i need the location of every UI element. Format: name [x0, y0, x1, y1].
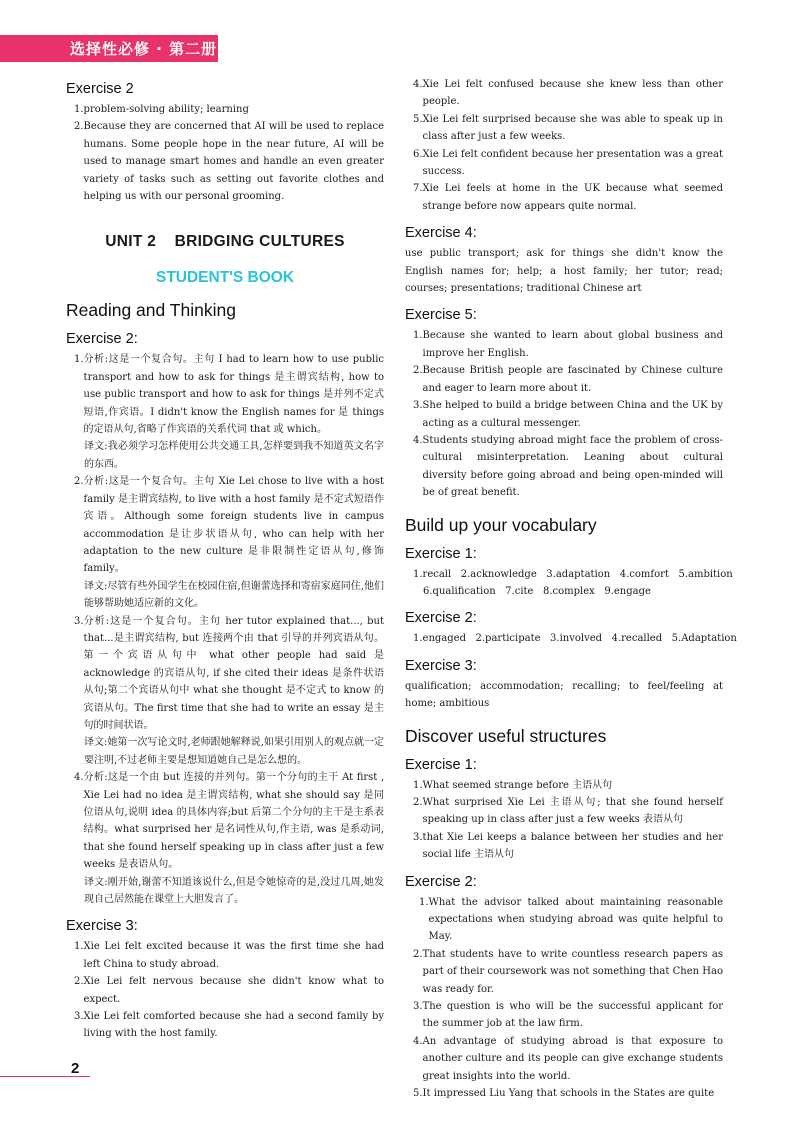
- reading-thinking-heading: Reading and Thinking: [66, 300, 236, 321]
- left-column: [66, 80, 384, 1043]
- vocab-exercise-3-answer: qualification; accommodation; recalling; to feel/feeling at home; ambitious: [405, 680, 723, 710]
- list-item: 2. Xie Lei felt nervous because she didn't know what to expect.: [74, 976, 384, 1005]
- rt-exercise-3-heading: Exercise 3:: [66, 918, 138, 935]
- list-item: 2. Because British people are fascinated by Chinese culture and eager to learn more about it.: [413, 365, 723, 394]
- translation: 译文:尽管有些外国学生在校园住宿,但谢蕾选择和寄宿家庭同住,他们能够帮助她适应新的文化。: [84, 580, 384, 610]
- list-item: 3. She helped to build a bridge between China and the UK by acting as a cultural messenger.: [413, 400, 723, 429]
- list-item: 1. What seemed strange before 主语从句: [413, 779, 613, 791]
- list-item: 2. 分析:这是一个复合句。主句 Xie Lei chose to live with a host family 是主谓宾结构, to live with a host family 是不定式短语作宾语。Although some foreign students live in campus accommodation 是让步状语从句, who can help with her adaptation to the new culture 是非限制性定语从句,修饰 family。: [74, 476, 384, 575]
- structures-heading: Discover useful structures: [405, 725, 607, 746]
- list-item: 4. An advantage of studying abroad is that exposure to another culture and its people can give exchange students great insights into the world.: [413, 1035, 723, 1082]
- list-item: 1. Xie Lei felt excited because it was the first time she had left China to study abroad.: [74, 941, 384, 970]
- list-item: 2. What surprised Xie Lei 主语从句; that she found herself speaking up in class after just a few weeks 表语从句: [413, 796, 723, 826]
- vocabulary-heading: Build up your vocabulary: [405, 514, 597, 535]
- students-book-title: STUDENT'S BOOK: [155, 269, 295, 287]
- list-item: 1. 分析:这是一个复合句。主句 I had to learn how to use public transport and how to ask for things 是主谓宾结构, how to use public transport and how to ask for things 是并列不定式短语,作宾语。I didn't know the English names for 是 things 的定语从句,省略了作宾语的关系代词 that 或 which。: [74, 354, 384, 436]
- list-item: 4. 分析:这是一个由 but 连接的并列句。第一个分句的主干 At first , Xie Lei had no idea 是主谓宾结构, what she should say 是同位语从句,说明 idea 的具体内容;but 后第二个分句的主干是主系表结构。what surprised her 是名词性从句,作主语, was 是系动词, that she found herself speaking up in class after just a few weeks 是表语从句。: [74, 772, 384, 871]
- exercise-5-heading: Exercise 5:: [405, 307, 477, 324]
- unit-title: UNIT 2 BRIDGING CULTURES: [105, 233, 345, 251]
- list-item: 6. Xie Lei felt confident because her presentation was a great success.: [413, 148, 723, 178]
- list-item: 1. problem-solving ability; learning: [74, 104, 249, 115]
- list-item: 1. Because she wanted to learn about global business and improve her English.: [413, 330, 723, 359]
- vocab-exercise-1-line-1: 1.recall 2.acknowledge 3.adaptation 4.comfort 5.ambition: [413, 568, 733, 580]
- list-item: 2. That students have to write countless research papers as part of their coursework was not something that Chen Hao was ready for.: [413, 948, 723, 995]
- vocab-exercise-1-heading: Exercise 1:: [405, 545, 477, 562]
- vocab-exercise-2-line: 1.engaged 2.participate 3.involved 4.recalled 5.Adaptation: [413, 633, 737, 645]
- translation: 译文:我必须学习怎样使用公共交通工具,怎样要到我不知道英文名字的东西。: [84, 441, 384, 470]
- list-item: 3. that Xie Lei keeps a balance between her studies and her social life 主语从句: [413, 831, 723, 861]
- right-column: [405, 76, 737, 1102]
- list-item: 1. What the advisor talked about maintaining reasonable expectations when studying abroad was quite helpful to May.: [419, 896, 723, 943]
- translation: 译文:她第一次写论文时,老师跟她解释说,如果引用别人的观点就一定要注明,不过老师主要是想知道她自己是怎么想的。: [84, 737, 384, 766]
- list-item: 3. Xie Lei felt comforted because she had a second family by living with the host family.: [74, 1011, 384, 1040]
- vocab-exercise-1-line-2: 6.qualification 7.cite 8.complex 9.engage: [423, 585, 651, 597]
- structures-exercise-2-heading: Exercise 2:: [405, 873, 477, 890]
- vocab-exercise-3-heading: Exercise 3:: [405, 657, 477, 674]
- list-item: 4. Students studying abroad might face the problem of cross-cultural misinterpretation. Leaning about cultural diversity before going abroad and being open-minded will be of great benefit.: [413, 434, 723, 499]
- list-item: 2. Because they are concerned that AI will be used to replace humans. Some people hope in the near future, AI will be used to manage smart homes and handle an even greater variety of tasks such as setting out favorite clothes and helping us with our personal grooming.: [74, 121, 384, 203]
- list-item: 4. Xie Lei felt confused because she knew less than other people.: [413, 79, 723, 108]
- book-section-title: 选择性必修 · 第二册: [70, 40, 218, 58]
- exercise-4-answer: use public transport; ask for things she didn't know the English names for; help; a host family; her tutor; read; courses; presentations; traditional Chinese art: [405, 248, 723, 295]
- list-item: 5. Xie Lei felt surprised because she was able to speak up in class after just a few weeks.: [413, 113, 723, 143]
- exercise-4-heading: Exercise 4:: [405, 225, 477, 242]
- exercise-2-heading: Exercise 2: [66, 81, 134, 97]
- rt-exercise-2-heading: Exercise 2:: [66, 331, 138, 348]
- list-item: 5. It impressed Liu Yang that schools in the States are quite: [413, 1088, 715, 1100]
- list-item: 7. Xie Lei feels at home in the UK because what seemed strange before now appears quite normal.: [413, 183, 723, 212]
- page-number: 2: [71, 1060, 80, 1077]
- list-item: 3. 分析:这是一个复合句。主句 her tutor explained that..., but that...是主谓宾结构, but 连接两个由 that 引导的并列宾语从句。第一个宾语从句中 what other people had said 是 acknowledge 的宾语从句, if she cited their ideas 是条件状语从句;第二个宾语从句中 what she thought 是不定式 to know 的宾语从句。The first time that she had to write an essay 是主句的时间状语。: [74, 615, 384, 731]
- structures-exercise-1-heading: Exercise 1:: [405, 756, 477, 773]
- list-item: 3. The question is who will be the successful applicant for the summer job at the law firm.: [413, 1001, 723, 1030]
- translation: 译文:刚开始,谢蕾不知道该说什么,但是令她惊奇的是,没过几周,她发现自己居然能在课堂上大胆发言了。: [84, 876, 384, 906]
- vocab-exercise-2-heading: Exercise 2:: [405, 610, 477, 627]
